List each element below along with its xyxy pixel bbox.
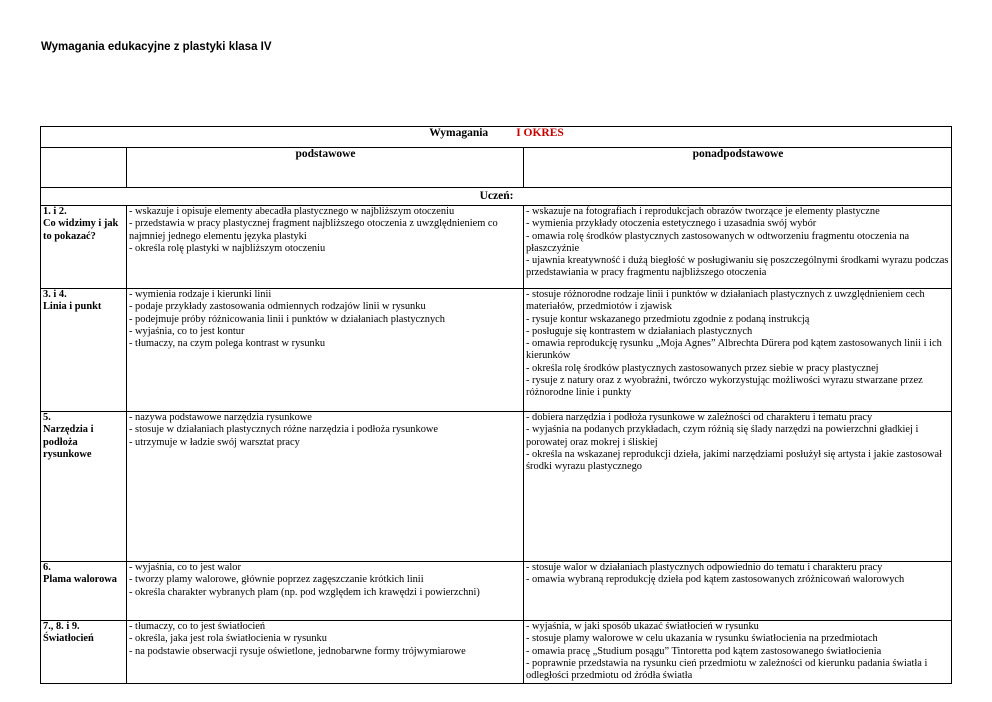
requirement-item: - rysuje z natury oraz z wyobraźni, twórczo wykorzystując możliwości wyrazu stwarzane przez różnorodne linie i punkty [526, 375, 923, 399]
requirement-item: - określa rolę środków plastycznych zastosowanych przez siebie w pracy plastycznej [526, 362, 879, 374]
topic-cell [41, 562, 127, 621]
requirement-item: - wskazuje i opisuje elementy abecadła plastycznego w najbliższym otoczeniu [129, 206, 455, 217]
requirement-item: - wyjaśnia na podanych przykładach, czym różnią się ślady narzędzi na powierzchni gładkiej i porowatej oraz mokrej i śliskiej [526, 424, 919, 448]
uczen-label: Uczeń: [41, 188, 952, 206]
requirement-item: - omawia reprodukcję rysunku „Moja Agnes” Albrechta Dürera pod kątem zastosowanych linii i ich kierunków [526, 338, 942, 362]
column-header-advanced: ponadpodstawowe [524, 148, 952, 188]
topic-title: Plama walorowa [43, 574, 117, 586]
topic-cell [41, 206, 127, 289]
requirement-item: - wyjaśnia, co to jest kontur [129, 325, 245, 337]
requirement-item: - przedstawia w pracy plastycznej fragment najbliższego otoczenia z uwzględnieniem co najmniej jednego elementu języka plastyki [129, 218, 498, 242]
basic-requirements-cell [127, 562, 524, 621]
topic-number: 7., 8. i 9. [43, 621, 80, 632]
requirement-item: - określa rolę plastyki w najbliższym otoczeniu [129, 242, 326, 254]
requirement-item: - tworzy plamy walorowe, głównie poprzez zagęszczanie krótkich linii [129, 574, 424, 586]
advanced-requirements-cell [524, 562, 952, 621]
requirement-item: - omawia wybraną reprodukcję dzieła pod kątem zastosowanych zróżnicowań walorowych [526, 574, 905, 586]
topic-title: Co widzimy i jak to pokazać? [43, 218, 119, 242]
header-wymagania: Wymagania [429, 127, 489, 139]
requirement-item: - wymienia przykłady otoczenia estetycznego i uzasadnia swój wybór [526, 218, 817, 230]
requirement-item: - na podstawie obserwacji rysuje oświetlone, jednobarwne formy trójwymiarowe [129, 645, 466, 657]
requirement-item: - dobiera narzędzia i podłoża rysunkowe w zależności od charakteru i tematu pracy [526, 412, 873, 423]
requirement-item: - stosuje w działaniach plastycznych różne narzędzia i podłoża rysunkowe [129, 424, 438, 436]
requirement-item: - wyjaśnia, co to jest walor [129, 562, 241, 573]
advanced-requirements-cell [524, 412, 952, 562]
requirements-table [40, 126, 952, 684]
topic-number: 1. i 2. [43, 206, 67, 217]
requirement-item: - posługuje się kontrastem w działaniach plastycznych [526, 325, 753, 337]
requirement-item: - stosuje różnorodne rodzaje linii i punktów w działaniach plastycznych z uwzględnieniem cech materiałów, przedmiotów i zjawisk [526, 289, 925, 313]
table-header-row [41, 127, 952, 148]
topic-number: 6. [43, 562, 51, 573]
topic-cell [41, 621, 127, 684]
basic-requirements-cell [127, 206, 524, 289]
uczen-row [41, 188, 952, 206]
requirement-item: - rysuje kontur wskazanego przedmiotu zgodnie z podaną instrukcją [526, 313, 810, 325]
header-cell [41, 127, 952, 148]
requirement-item: - nazywa podstawowe narzędzia rysunkowe [129, 412, 312, 423]
column-header-row [41, 148, 952, 188]
requirement-item: - określa na wskazanej reprodukcji dzieła, jakimi narzędziami posłużył się artysta i jakie zastosował środki wyrazu plastycznego [526, 448, 943, 473]
requirement-item: - ujawnia kreatywność i dużą biegłość w posługiwaniu się poszczególnymi środkami wyrazu podczas przedstawiania w pracy fragmentu najbliższego otoczenia [526, 255, 949, 279]
requirement-item: - omawia rolę środków plastycznych zastosowanych w odtworzeniu fragmentu otoczenia na płaszczyźnie [526, 230, 910, 254]
table-row [41, 562, 952, 621]
table-row [41, 621, 952, 684]
topic-number: 3. i 4. [43, 289, 67, 300]
requirement-item: - utrzymuje w ładzie swój warsztat pracy [129, 436, 300, 448]
column-header-empty [41, 148, 127, 188]
requirement-item: - tłumaczy, co to jest światłocień [129, 621, 266, 632]
requirement-item: - wymienia rodzaje i kierunki linii [129, 289, 272, 300]
advanced-requirements-cell [524, 206, 952, 289]
requirement-item: - określa, jaka jest rola światłocienia w rysunku [129, 633, 327, 645]
table-row [41, 206, 952, 289]
basic-requirements-cell [127, 621, 524, 684]
table-row [41, 289, 952, 412]
requirement-item: - poprawnie przedstawia na rysunku cień przedmiotu w zależności od kierunku padania światła i odległości przedmiotu od źródła światła [526, 657, 928, 682]
table-row [41, 412, 952, 562]
requirement-item: - wskazuje na fotografiach i reprodukcjach obrazów tworzące je elementy plastyczne [526, 206, 880, 217]
document-title: Wymagania edukacyjne z plastyki klasa IV [41, 41, 272, 53]
topic-cell [41, 412, 127, 562]
requirement-item: - podejmuje próby różnicowania linii i punktów w działaniach plastycznych [129, 313, 445, 325]
advanced-requirements-cell [524, 289, 952, 412]
topic-title: Linia i punkt [43, 301, 102, 313]
requirement-item: - tłumaczy, na czym polega kontrast w rysunku [129, 338, 326, 350]
topic-number: 5. [43, 412, 51, 423]
advanced-requirements-cell [524, 621, 952, 684]
topic-title: Narzędzia i podłoża rysunkowe [43, 424, 94, 460]
basic-requirements-cell [127, 289, 524, 412]
basic-requirements-cell [127, 412, 524, 562]
requirement-item: - stosuje plamy walorowe w celu ukazania w rysunku światłocienia na przedmiotach [526, 633, 878, 645]
requirement-item: - podaje przykłady zastosowania odmiennych rodzajów linii w rysunku [129, 301, 426, 313]
requirement-item: - wyjaśnia, w jaki sposób ukazać światłocień w rysunku [526, 621, 759, 632]
header-okres: I OKRES [516, 127, 564, 139]
topic-cell [41, 289, 127, 412]
topic-title: Światłocień [43, 633, 94, 645]
requirement-item: - stosuje walor w działaniach plastycznych odpowiednio do tematu i charakteru pracy [526, 562, 883, 573]
requirement-item: - określa charakter wybranych plam (np. pod względem ich krawędzi i powierzchni) [129, 586, 480, 598]
column-header-basic: podstawowe [127, 148, 524, 188]
requirement-item: - omawia pracę „Studium posągu” Tintoretta pod kątem zastosowanego światłocienia [526, 645, 882, 657]
